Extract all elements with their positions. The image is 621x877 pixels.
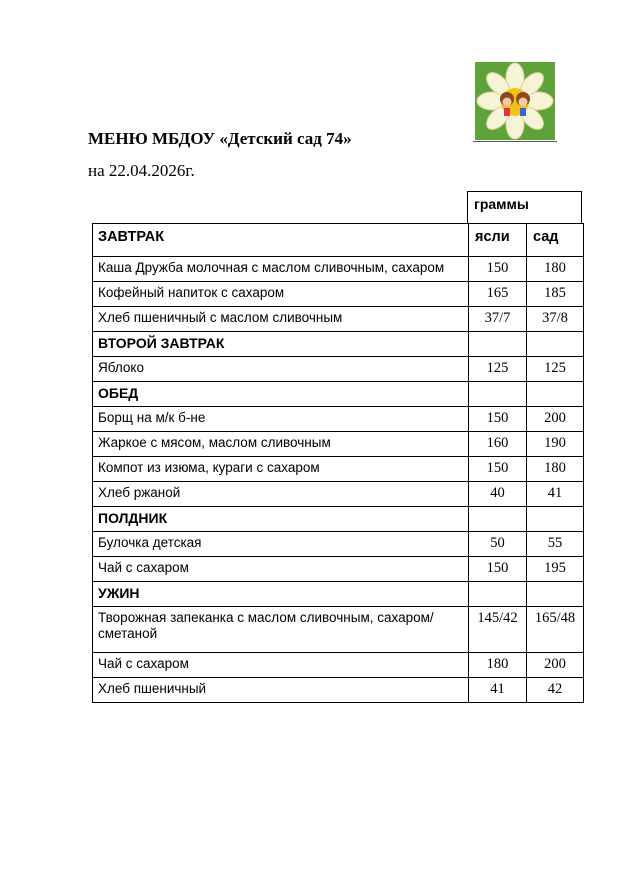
empty-cell-nursery — [469, 582, 527, 607]
logo-underline — [473, 141, 557, 142]
dish-name: Каша Дружба молочная с маслом сливочным, сахаром — [93, 257, 469, 282]
kindergarten-grams: 125 — [527, 357, 584, 382]
nursery-grams: 125 — [469, 357, 527, 382]
section-title: ПОЛДНИК — [93, 507, 469, 532]
empty-cell-kindergarten — [527, 382, 584, 407]
section-row — [93, 382, 584, 407]
grams-header: граммы — [467, 191, 582, 223]
nursery-grams: 150 — [469, 557, 527, 582]
table-row — [93, 432, 584, 457]
kindergarten-grams: 180 — [527, 457, 584, 482]
dish-name: Компот из изюма, кураги с сахаром — [93, 457, 469, 482]
menu-date: на 22.04.2026г. — [88, 161, 195, 180]
nursery-grams: 180 — [469, 653, 527, 678]
section-title: ВТОРОЙ ЗАВТРАК — [93, 332, 469, 357]
section-row — [93, 507, 584, 532]
empty-cell-kindergarten — [527, 582, 584, 607]
empty-cell-kindergarten — [527, 507, 584, 532]
column-header-kindergarten: сад — [527, 224, 584, 257]
kindergarten-grams: 37/8 — [527, 307, 584, 332]
dish-name: Хлеб пшеничный с маслом сливочным — [93, 307, 469, 332]
table-row — [93, 357, 584, 382]
kindergarten-grams: 42 — [527, 678, 584, 703]
kindergarten-grams: 180 — [527, 257, 584, 282]
empty-cell-nursery — [469, 332, 527, 357]
menu-table — [92, 223, 584, 703]
dish-name: Чай с сахаром — [93, 557, 469, 582]
kindergarten-grams: 55 — [527, 532, 584, 557]
section-row — [93, 582, 584, 607]
kindergarten-grams: 200 — [527, 653, 584, 678]
dish-name: Борщ на м/к б-не — [93, 407, 469, 432]
kindergarten-grams: 165/48 — [527, 607, 584, 653]
empty-cell-kindergarten — [527, 332, 584, 357]
nursery-grams: 41 — [469, 678, 527, 703]
kindergarten-grams: 185 — [527, 282, 584, 307]
dish-name: Хлеб пшеничный — [93, 678, 469, 703]
table-row — [93, 653, 584, 678]
kindergarten-grams: 41 — [527, 482, 584, 507]
dish-name: Творожная запеканка с маслом сливочным, сахаром/сметаной — [93, 607, 469, 653]
nursery-grams: 40 — [469, 482, 527, 507]
dish-name: Чай с сахаром — [93, 653, 469, 678]
empty-cell-nursery — [469, 507, 527, 532]
dish-name: Яблоко — [93, 357, 469, 382]
section-title: УЖИН — [93, 582, 469, 607]
nursery-grams: 150 — [469, 407, 527, 432]
dish-name: Булочка детская — [93, 532, 469, 557]
nursery-grams: 150 — [469, 257, 527, 282]
dish-name: Жаркое с мясом, маслом сливочным — [93, 432, 469, 457]
table-row — [93, 532, 584, 557]
nursery-grams: 37/7 — [469, 307, 527, 332]
nursery-grams: 160 — [469, 432, 527, 457]
nursery-grams: 50 — [469, 532, 527, 557]
section-header-breakfast: ЗАВТРАК — [93, 224, 469, 257]
logo — [475, 62, 555, 140]
table-row — [93, 282, 584, 307]
dish-name: Кофейный напиток с сахаром — [93, 282, 469, 307]
table-row — [93, 678, 584, 703]
nursery-grams: 165 — [469, 282, 527, 307]
empty-cell-nursery — [469, 382, 527, 407]
dish-name: Хлеб ржаной — [93, 482, 469, 507]
nursery-grams: 145/42 — [469, 607, 527, 653]
kindergarten-grams: 200 — [527, 407, 584, 432]
table-row — [93, 457, 584, 482]
table-row — [93, 557, 584, 582]
section-row — [93, 332, 584, 357]
kindergarten-grams: 190 — [527, 432, 584, 457]
kindergarten-grams: 195 — [527, 557, 584, 582]
flower-logo-icon — [475, 62, 555, 140]
page-title: МЕНЮ МБДОУ «Детский сад 74» — [88, 129, 352, 148]
table-row — [93, 407, 584, 432]
table-header-row — [93, 224, 584, 257]
column-header-nursery: ясли — [469, 224, 527, 257]
table-row — [93, 307, 584, 332]
nursery-grams: 150 — [469, 457, 527, 482]
table-row — [93, 607, 584, 653]
section-title: ОБЕД — [93, 382, 469, 407]
table-row — [93, 257, 584, 282]
table-row — [93, 482, 584, 507]
